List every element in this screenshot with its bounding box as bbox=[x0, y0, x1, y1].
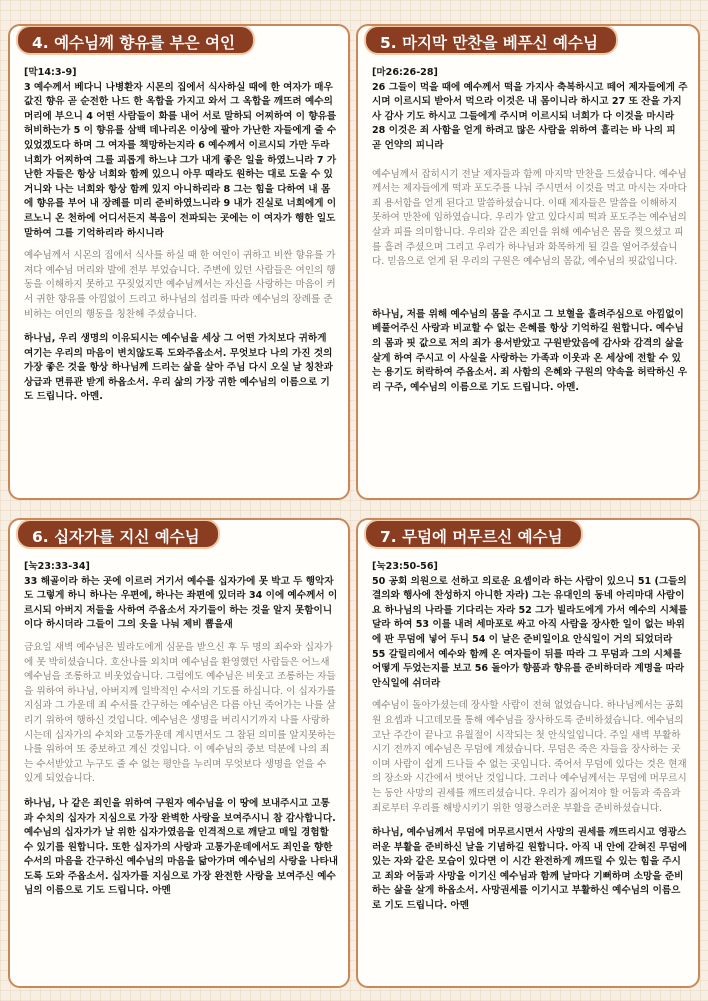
section-title: 4. 예수님께 향유를 부은 여인 bbox=[16, 25, 255, 55]
section-card-7 bbox=[356, 518, 700, 988]
section-card-5 bbox=[356, 24, 700, 500]
scripture-reference: [막14:3-9] bbox=[24, 67, 77, 78]
section-card-4 bbox=[8, 24, 350, 500]
scripture-reference: [눅23:50-56] bbox=[372, 561, 438, 572]
section-body bbox=[24, 560, 338, 978]
scripture-reference: [눅23:33-34] bbox=[24, 561, 90, 572]
section-title: 6. 십자가를 지신 예수님 bbox=[16, 519, 220, 549]
reflection-text: 금요일 새벽 예수님은 빌라도에게 심문을 받으신 후 두 명의 죄수와 십자가에 못 박히셨습니다. 호산나를 외치며 예수님을 환영했던 사람들은 어느새 예수님을 조롱하고 비웃었습니다. 그럼에도 예수님은 비웃고 조롱하는 자들을 위하여 하나님, 아버지께 일박적인 수서의 기도를 하십니다. 이 십자가를 지심과 그 가운데 죄 수서를 간구하는 예수님은 다름 아닌 죽어가는 나를 살리기 위하여 행하신 것입니다. 예수님은 생명을 버리시기까지 나를 사랑하시는데 십자가의 수치와 고통가운데 계시면서도 그 참된 의미를 알지못하는 나를 위하여 또 중보하고 계신 것입니다. 이 예수님의 중보 덕분에 나의 죄는 수서받았고 누구도 줄 수 없는 평안을 누리며 무엇보다 생명을 얻을 수 있게 되었습니다. bbox=[24, 641, 336, 785]
section-card-6 bbox=[8, 518, 350, 988]
scripture-text: 50 공회 의원으로 선하고 의로운 요셉이라 하는 사람이 있으니 51 (그들의 결의와 행사에 찬성하지 아니한 자라) 그는 유대인의 동네 아리마대 사람이요 하나님의 나라를 기다리는 자라 52 그가 빌라도에게 가서 예수의 시체를 달라 하여 53 이를 내려 세마포로 싸고 아직 사람을 장사한 일이 없는 바위에 판 무덤에 넣어 두니 54 이 날은 준비일이요 안식일이 거의 되었더라 55 갈릴리에서 예수와 함께 온 여자들이 뒤를 따라 그 무덤과 그의 시체를 어떻게 두었는지를 보고 56 돌아가 향품과 향유를 준비하더라 계명을 따라 안식일에 쉬더라 bbox=[372, 575, 688, 689]
scripture-text: 26 그들이 먹을 때에 예수께서 떡을 가지사 축복하시고 떼어 제자들에게 주시며 이르시되 받아서 먹으라 이것은 내 몸이니라 하시고 27 또 잔을 가지사 감사 기도 하시고 그들에게 주시며 이르시되 너희가 다 이것을 마시라 28 이것은 죄 사함을 얻게 하려고 많은 사람을 위하여 흘리는 바 나의 피 곧 언약의 피니라 bbox=[372, 81, 688, 151]
reflection-text: 예수님께서 시몬의 집에서 식사를 하실 때 한 여인이 귀하고 비싼 향유를 가져다 예수님 머리와 발에 전부 부었습니다. 주변에 있던 사람들은 여인의 행동을 이해하지 못하고 꾸짖었지만 예수님께서는 자신을 사랑하는 마음이 커서 귀한 향유를 아낌없이 드리고 하나님의 섭리를 따라 예수님의 장례를 준비하는 여인의 행동을 칭찬해 주셨습니다. bbox=[24, 250, 336, 320]
section-title: 5. 마지막 만찬을 베푸신 예수님 bbox=[364, 25, 618, 55]
scripture-reference: [마26:26-28] bbox=[372, 67, 438, 78]
scripture-block bbox=[372, 66, 688, 154]
scripture-text: 33 해골이라 하는 곳에 이르러 거기서 예수를 십자가에 못 박고 두 행악자도 그렇게 하니 하나는 우편에, 하나는 좌편에 있더라 34 이에 예수께서 이르시되 아버지 저들을 사하여 주옵소서 자기들이 하는 것을 알지 못함이니이다 하시더라 그들이 그의 옷을 나눠 제비 뽑을새 bbox=[24, 575, 338, 631]
reflection-text: 예수님이 돌아가셨는데 장사할 사람이 전혀 없었습니다. 하나님께서는 공회원 요셉과 니고데모를 통해 예수님을 장사하도록 준비하셨습니다. 예수님의 고난 주간이 끝나고 유월절이 시작되는 첫 안식일입니다. 주일 새벽 부활하시기 전까지 예수님은 무덤에 계셨습니다. 무덤은 죽은 자들을 장사하는 곳이며 사람이 쉽게 드나들 수 없는 곳입니다. 죽어서 무덤에 있다는 것은 현재의 장소와 시간에서 벗어난 것입니다. 그러나 예수님께서는 무덤에 머무르시는 동안 사망의 권세를 깨뜨리셨습니다. 우리가 짊어져야 할 어둠과 죽음과 죄로부터 우리를 해방시키기 위한 영광스러운 부활을 준비하셨습니다. bbox=[372, 700, 687, 814]
prayer-text: 하나님, 우리 생명의 이유되시는 예수님을 세상 그 어떤 가치보다 귀하게 여기는 우리의 마음이 변치않도록 도와주옵소서. 무엇보다 나의 가진 것의 가장 좋은 것을 항상 하나님께 드리는 삶을 살아 주님 다시 오실 날 칭찬과 상급과 면류관 받게 하옵소서. 우리 삶의 가장 귀한 예수님의 이름으로 기도 드립니다. 아멘. bbox=[24, 333, 333, 403]
reflection-text: 예수님께서 잡히시기 전날 제자들과 함께 마지막 만찬을 드셨습니다. 예수님께서는 제자들에게 떡과 포도주를 나눠 주시면서 이것을 먹고 마시는 자마다 죄 용서함을 얻게 된다고 말씀하셨습니다. 이때 제자들은 말씀을 이해하지 못하여 만찬에 임하였습니다. 우리가 알고 있다시피 떡과 포도주는 예수님의 살과 피를 의미합니다. 우리와 같은 죄인을 위해 예수님은 몸을 찢으셨고 피를 흘려 주셨으며 그리고 우리가 하나님과 화목하게 될 길을 열어주셨습니다. 믿음으로 얻게 된 우리의 구원은 예수님의 몸값, 예수님의 핏값입니다. bbox=[372, 168, 687, 268]
prayer-text: 하나님, 예수님께서 무덤에 머무르시면서 사망의 권세를 깨뜨리시고 영광스러운 부활을 준비하신 날을 기념하길 원합니다. 아직 내 안에 갇혀진 무덤에 있는 자와 같은 모습이 있다면 이 시간 완전하게 깨뜨릴 수 있는 힘을 주시고 죄와 어둠과 사망을 이기신 예수님과 함께 날마다 기뻐하며 소망을 준비하는 삶을 살게 하옵소서. 사망권세를 이기시고 부활하신 예수님의 이름으로 기도 드립니다. 아멘 bbox=[372, 827, 688, 912]
section-body bbox=[372, 66, 688, 490]
prayer-text: 하나님, 저를 위해 예수님의 몸을 주시고 그 보혈을 흘려주심으로 아낌없이 베풀어주신 사랑과 비교할 수 없는 은혜를 항상 기억하길 원합니다. 예수님의 몸과 핏 값으로 저의 죄가 용서받았고 구원받았음에 감사와 감격의 삶을 살게 하여 주시고 이 사실을 사랑하는 가족과 이웃과 온 세상에 전할 수 있는 용기도 허락하여 주옵소서. 죄 사함의 은혜와 구원의 약속을 허락하신 우리 구주, 예수님의 이름으로 기도 드립니다. 아멘. bbox=[372, 308, 688, 393]
scripture-block bbox=[372, 560, 688, 691]
scripture-block bbox=[24, 560, 338, 633]
prayer-text: 하나님, 나 같은 죄인을 위하여 구원자 예수님을 이 땅에 보내주시고 고통과 수치의 십자가 지심으로 가장 완벽한 사랑을 보여주시니 참 감사합니다. 예수님의 십자가가 날 위한 십자가였음을 인격적으로 깨닫고 매일 경험할 수 있기를 원합니다. 또한 십자가의 사랑과 고통가운데에서도 죄인을 향한 수서의 마음을 간구하신 예수님의 마음을 닮아가며 예수님의 사랑을 나타내도록 도와 주옵소서. 십자가를 지심으로 가장 완전한 사랑을 보여주신 예수님의 이름으로 기도 드립니다. 아멘 bbox=[24, 797, 339, 897]
section-body bbox=[24, 66, 338, 490]
section-title: 7. 무덤에 머무르신 예수님 bbox=[364, 519, 583, 549]
scripture-text: 3 예수께서 베다니 나병환자 시몬의 집에서 식사하실 때에 한 여자가 매우 값진 향유 곧 순전한 나드 한 옥합을 가지고 와서 그 옥합을 깨뜨려 예수의 머리에 부으니 4 어떤 사람들이 화를 내어 서로 말하되 어찌하여 이 향유를 허비하는가 5 이 향유를 삼백 데나리온 이상에 팔아 가난한 자들에게 줄 수 있었겠도다 하며 그 여자를 책망하는지라 6 예수께서 이르시되 가만 두라 너희가 어찌하여 그를 괴롭게 하느냐 그가 내게 좋은 일을 하였느니라 7 가난한 자들은 항상 너희와 함께 있으니 아무 때라도 원하는 대로 도울 수 있거니와 나는 너희와 항상 함께 있지 아니하리라 8 그는 힘을 다하여 내 몸에 향유를 부어 내 장례를 미리 준비하였느니라 9 내가 진실로 너희에게 이르노니 온 천하에 어디서든지 복음이 전파되는 곳에는 이 여자가 행한 일도 말하여 그를 기억하리라 하시니라 bbox=[24, 81, 337, 239]
section-body bbox=[372, 560, 688, 978]
scripture-block bbox=[24, 66, 338, 241]
